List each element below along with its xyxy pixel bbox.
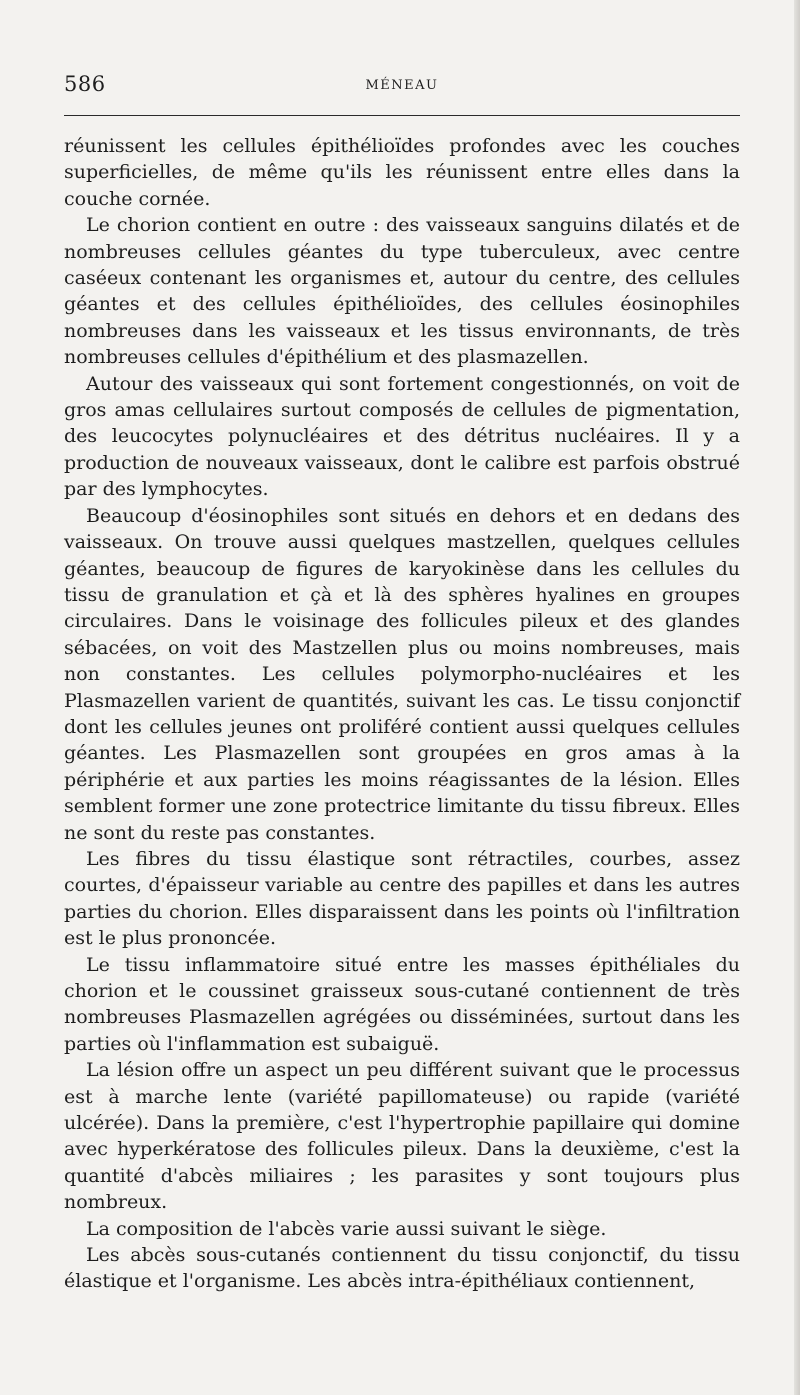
- paragraph: La lésion offre un aspect un peu différent suivant que le processus est à marche lente (variété papillomateuse) ou rapide (variété ulcérée). Dans la première, c'est l'hypertrophie papillaire qui domine avec hyperkératose des follicules pileux. Dans la deuxième, c'est la quantité d'abcès miliaires ; les parasites y sont toujours plus nombreux.: [64, 1059, 740, 1214]
- paragraph: Les abcès sous-cutanés contiennent du tissu conjonctif, du tissu élastique et l'organisme. Les abcès intra-épithéliaux contiennent,: [64, 1244, 740, 1293]
- paragraph: Le tissu inflammatoire situé entre les masses épithéliales du chorion et le coussinet graisseux sous-cutané contiennent de très nombreuses Plasmazellen agrégées ou disséminées, surtout dans les parties où l'inflammation est subaiguë.: [64, 953, 740, 1055]
- paragraph: Beaucoup d'éosinophiles sont situés en dehors et en dedans des vaisseaux. On trouve aussi quelques mastzellen, quelques cellules géantes, beaucoup de figures de karyokinèse dans les cellules du tissu de granulation et çà et là des sphères hyalines en groupes circulaires. Dans le voisinage des follicules pileux et des glandes sébacées, on voit des Mastzellen plus ou moins nombreuses, mais non constantes. Les cellules polymorpho-nucléaires et les Plasmazellen varient de quantités, suivant les cas. Le tissu conjonctif dont les cellules jeunes ont proliféré contient aussi quelques cellules géantes. Les Plasmazellen sont groupées en gros amas à la périphérie et aux parties les moins réagissantes de la lésion. Elles semblent former une zone protectrice limitante du tissu fibreux. Elles ne sont du reste pas constantes.: [64, 504, 740, 844]
- page-header: [64, 72, 740, 102]
- running-head: MÉNEAU: [365, 78, 439, 93]
- paragraph: réunissent les cellules épithélioïdes profondes avec les couches superficielles, de même qu'ils les réunissent entre elles dans la couche cornée.: [64, 135, 740, 210]
- paragraph: Autour des vaisseaux qui sont fortement congestionnés, on voit de gros amas cellulaires surtout composés de cellules de pigmentation, des leucocytes polynucléaires et des détritus nucléaires. Il y a production de nouveaux vaisseaux, dont le calibre est parfois obstrué par des lymphocytes.: [64, 372, 740, 501]
- paragraph: Le chorion contient en outre : des vaisseaux sanguins dilatés et de nombreuses cellules géantes du type tuberculeux, avec centre caséeux contenant les organismes et, autour du centre, des cellules géantes et des cellules épithélioïdes, des cellules éosinophiles nombreuses dans les vaisseaux et les tissus environnants, de très nombreuses cellules d'épithélium et des plasmazellen.: [64, 214, 740, 369]
- page-edge: [794, 0, 800, 1395]
- paragraph: La composition de l'abcès varie aussi suivant le siège.: [86, 1217, 607, 1240]
- paragraph: Les fibres du tissu élastique sont rétractiles, courbes, assez courtes, d'épaisseur variable au centre des papilles et dans les autres parties du chorion. Elles disparaissent dans les points où l'infiltration est le plus prononcée.: [64, 847, 740, 950]
- body-text: [64, 133, 740, 1295]
- page-number: 586: [64, 72, 106, 96]
- header-rule: [64, 115, 740, 116]
